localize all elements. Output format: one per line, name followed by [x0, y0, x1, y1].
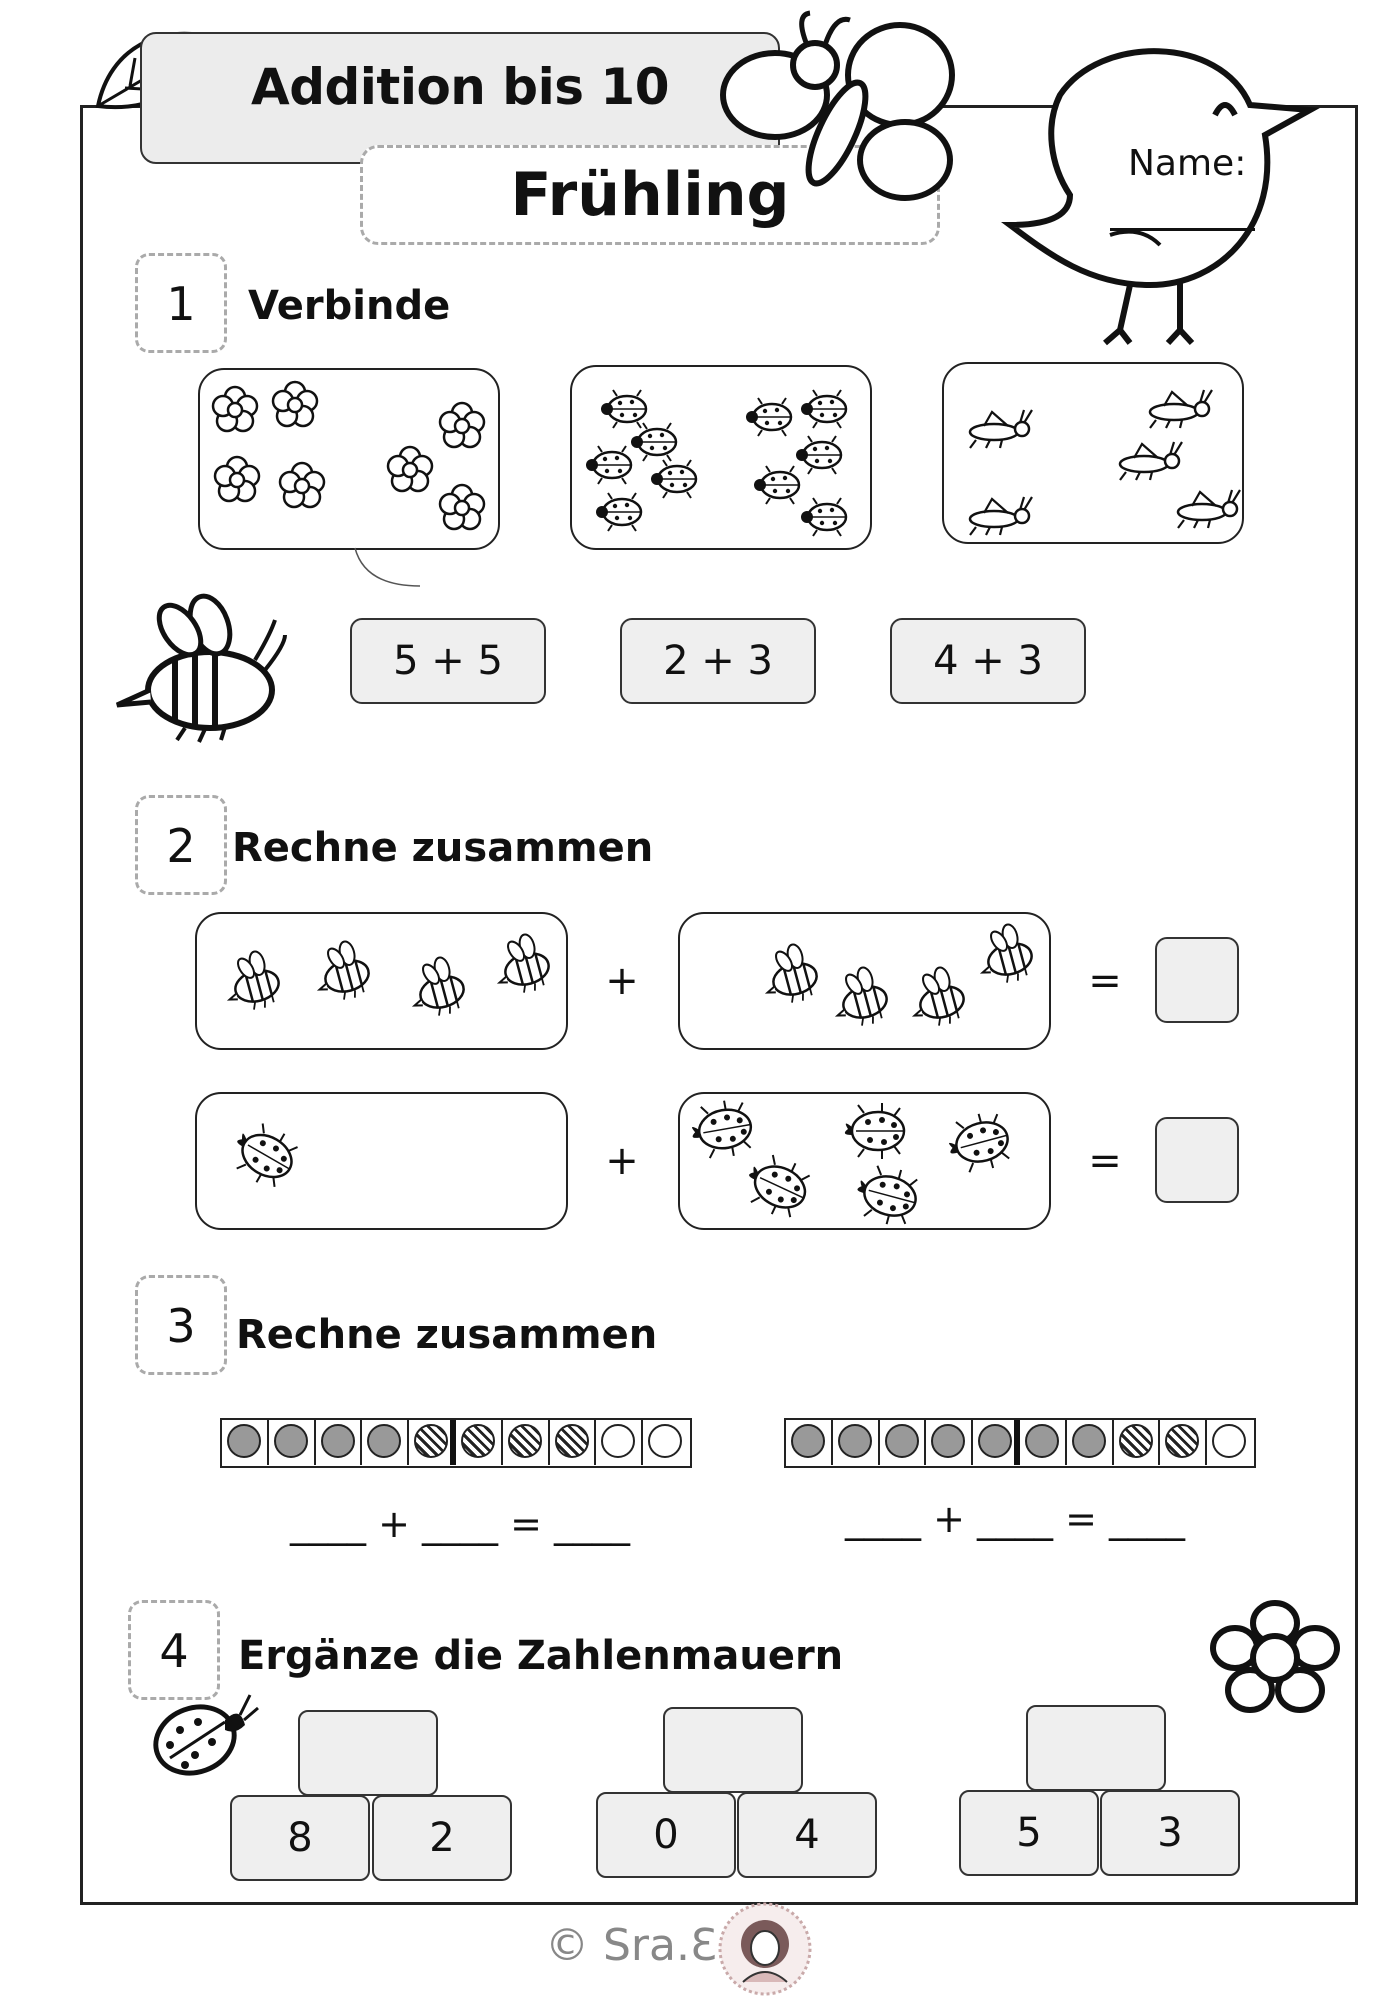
counter-dot-striped — [1119, 1424, 1153, 1458]
counter-dot-filled — [791, 1424, 825, 1458]
frame-cell — [1207, 1420, 1254, 1465]
task2-number: 2 — [135, 795, 227, 895]
counter-dot-striped — [1165, 1424, 1199, 1458]
frame-cell — [362, 1420, 409, 1465]
frame-cell — [596, 1420, 643, 1465]
frame-cell — [1020, 1420, 1067, 1465]
frame-cell — [833, 1420, 880, 1465]
frame-cell — [1067, 1420, 1114, 1465]
ladybug-icon — [738, 1148, 815, 1224]
counter-dot-filled — [838, 1424, 872, 1458]
ladybug-icon — [687, 1097, 755, 1162]
frame-cell — [880, 1420, 927, 1465]
counter-dot-striped — [555, 1424, 589, 1458]
ladybug-box-right — [678, 1092, 1051, 1230]
equation-line-1[interactable]: ____ + ____ = ____ — [290, 1502, 630, 1546]
ladybug-icon — [801, 390, 846, 428]
wall2-top-brick[interactable] — [663, 1707, 803, 1793]
ladybug-icon — [754, 466, 799, 504]
ten-frame-2 — [784, 1418, 1256, 1468]
flower-icon — [215, 457, 259, 501]
wall1-left-brick: 8 — [230, 1795, 370, 1881]
counter-dot-striped — [414, 1424, 448, 1458]
expression-card-1[interactable]: 5 + 5 — [350, 618, 546, 704]
bee-icon — [827, 963, 892, 1032]
frame-cell — [926, 1420, 973, 1465]
wall3-top-brick[interactable] — [1026, 1705, 1166, 1791]
ladybug-icon — [596, 493, 641, 531]
frame-cell — [1114, 1420, 1161, 1465]
frame-cell — [1160, 1420, 1207, 1465]
frame-cell — [503, 1420, 550, 1465]
wall2-right-brick: 4 — [737, 1792, 877, 1878]
counter-dot-filled — [321, 1424, 355, 1458]
ladybug-icon — [140, 1680, 260, 1790]
wall3-right-brick: 3 — [1100, 1790, 1240, 1876]
counter-dot-empty — [648, 1424, 682, 1458]
task4-title: Ergänze die Zahlenmauern — [238, 1633, 844, 1679]
bee-icon — [404, 953, 469, 1022]
butterfly-icon — [715, 5, 965, 220]
bee-icon — [904, 963, 969, 1032]
bee-icon — [489, 930, 554, 999]
ladybug-icon — [943, 1108, 1015, 1177]
page-title: Addition bis 10 — [251, 58, 669, 116]
expression-card-3[interactable]: 4 + 3 — [890, 618, 1086, 704]
answer-box-1[interactable] — [1155, 937, 1239, 1023]
counter-dot-striped — [508, 1424, 542, 1458]
frame-cell — [222, 1420, 269, 1465]
author-logo-icon — [718, 1902, 813, 1997]
bee-icon — [757, 940, 822, 1009]
ladybug-icon — [845, 1103, 904, 1159]
bee-box-right — [678, 912, 1051, 1050]
wall1-right-brick: 2 — [372, 1795, 512, 1881]
grasshopper-icon — [1178, 490, 1240, 528]
grasshopper-icon — [970, 497, 1032, 535]
flower-icon — [440, 403, 484, 447]
ladybug-icon — [601, 390, 646, 428]
task1-number: 1 — [135, 253, 227, 353]
counter-dot-filled — [978, 1424, 1012, 1458]
wall3-left-brick: 5 — [959, 1790, 1099, 1876]
copyright-text: © Sra.Ɛ — [545, 1920, 717, 1971]
ladybug-icon — [586, 446, 631, 484]
grasshopper-picture-box[interactable] — [942, 362, 1244, 544]
bee-icon — [219, 947, 284, 1016]
flower-icon — [213, 387, 257, 431]
ladybug-icon — [801, 498, 846, 536]
ladybug-icon — [746, 398, 791, 436]
ladybug-icon — [224, 1115, 303, 1193]
frame-cell — [550, 1420, 597, 1465]
flower-icon — [388, 447, 432, 491]
counter-dot-striped — [461, 1424, 495, 1458]
frame-cell — [786, 1420, 833, 1465]
flower-icon — [273, 382, 317, 426]
frame-cell — [316, 1420, 363, 1465]
flower-icon — [1210, 1598, 1340, 1716]
ladybug-picture-box[interactable] — [570, 365, 872, 550]
expression-card-2[interactable]: 2 + 3 — [620, 618, 816, 704]
task3-number: 3 — [135, 1275, 227, 1375]
bee-box-left — [195, 912, 568, 1050]
counter-dot-filled — [367, 1424, 401, 1458]
counter-dot-filled — [1072, 1424, 1106, 1458]
frame-cell — [409, 1420, 456, 1465]
wall1-top-brick[interactable] — [298, 1710, 438, 1796]
task3-title: Rechne zusammen — [236, 1312, 658, 1358]
name-label: Name: — [1128, 143, 1247, 184]
wall2-left-brick: 0 — [596, 1792, 736, 1878]
grasshopper-icon — [970, 410, 1032, 448]
counter-dot-filled — [274, 1424, 308, 1458]
task2-title: Rechne zusammen — [232, 825, 654, 871]
ladybug-box-left — [195, 1092, 568, 1230]
page-subtitle: Frühling — [510, 160, 790, 230]
counter-dot-filled — [227, 1424, 261, 1458]
frame-cell — [269, 1420, 316, 1465]
name-line[interactable] — [1110, 228, 1255, 231]
flower-icon — [440, 485, 484, 529]
counter-dot-filled — [931, 1424, 965, 1458]
ladybug-icon — [851, 1160, 923, 1229]
plus-sign: + — [605, 1138, 639, 1184]
task1-title: Verbinde — [248, 283, 451, 329]
ladybug-icon — [651, 460, 696, 498]
bee-icon — [115, 590, 290, 750]
flower-icon — [280, 463, 324, 507]
equals-sign: = — [1088, 1138, 1122, 1184]
flower-picture-box[interactable] — [198, 368, 500, 550]
grasshopper-icon — [1150, 390, 1212, 428]
counter-dot-filled — [1025, 1424, 1059, 1458]
frame-cell — [456, 1420, 503, 1465]
bee-icon — [972, 920, 1037, 989]
ladybug-icon — [631, 423, 676, 461]
counter-dot-empty — [1212, 1424, 1246, 1458]
bird-icon — [1020, 25, 1340, 345]
bee-icon — [309, 937, 374, 1006]
frame-cell — [973, 1420, 1020, 1465]
counter-dot-empty — [601, 1424, 635, 1458]
ladybug-icon — [796, 436, 841, 474]
grasshopper-icon — [1120, 442, 1182, 480]
connector-line — [350, 548, 430, 593]
ten-frame-1 — [220, 1418, 692, 1468]
plus-sign: + — [605, 958, 639, 1004]
frame-cell — [643, 1420, 690, 1465]
counter-dot-filled — [885, 1424, 919, 1458]
equals-sign: = — [1088, 958, 1122, 1004]
answer-box-2[interactable] — [1155, 1117, 1239, 1203]
task4-number: 4 — [128, 1600, 220, 1700]
equation-line-2[interactable]: ____ + ____ = ____ — [845, 1497, 1185, 1541]
